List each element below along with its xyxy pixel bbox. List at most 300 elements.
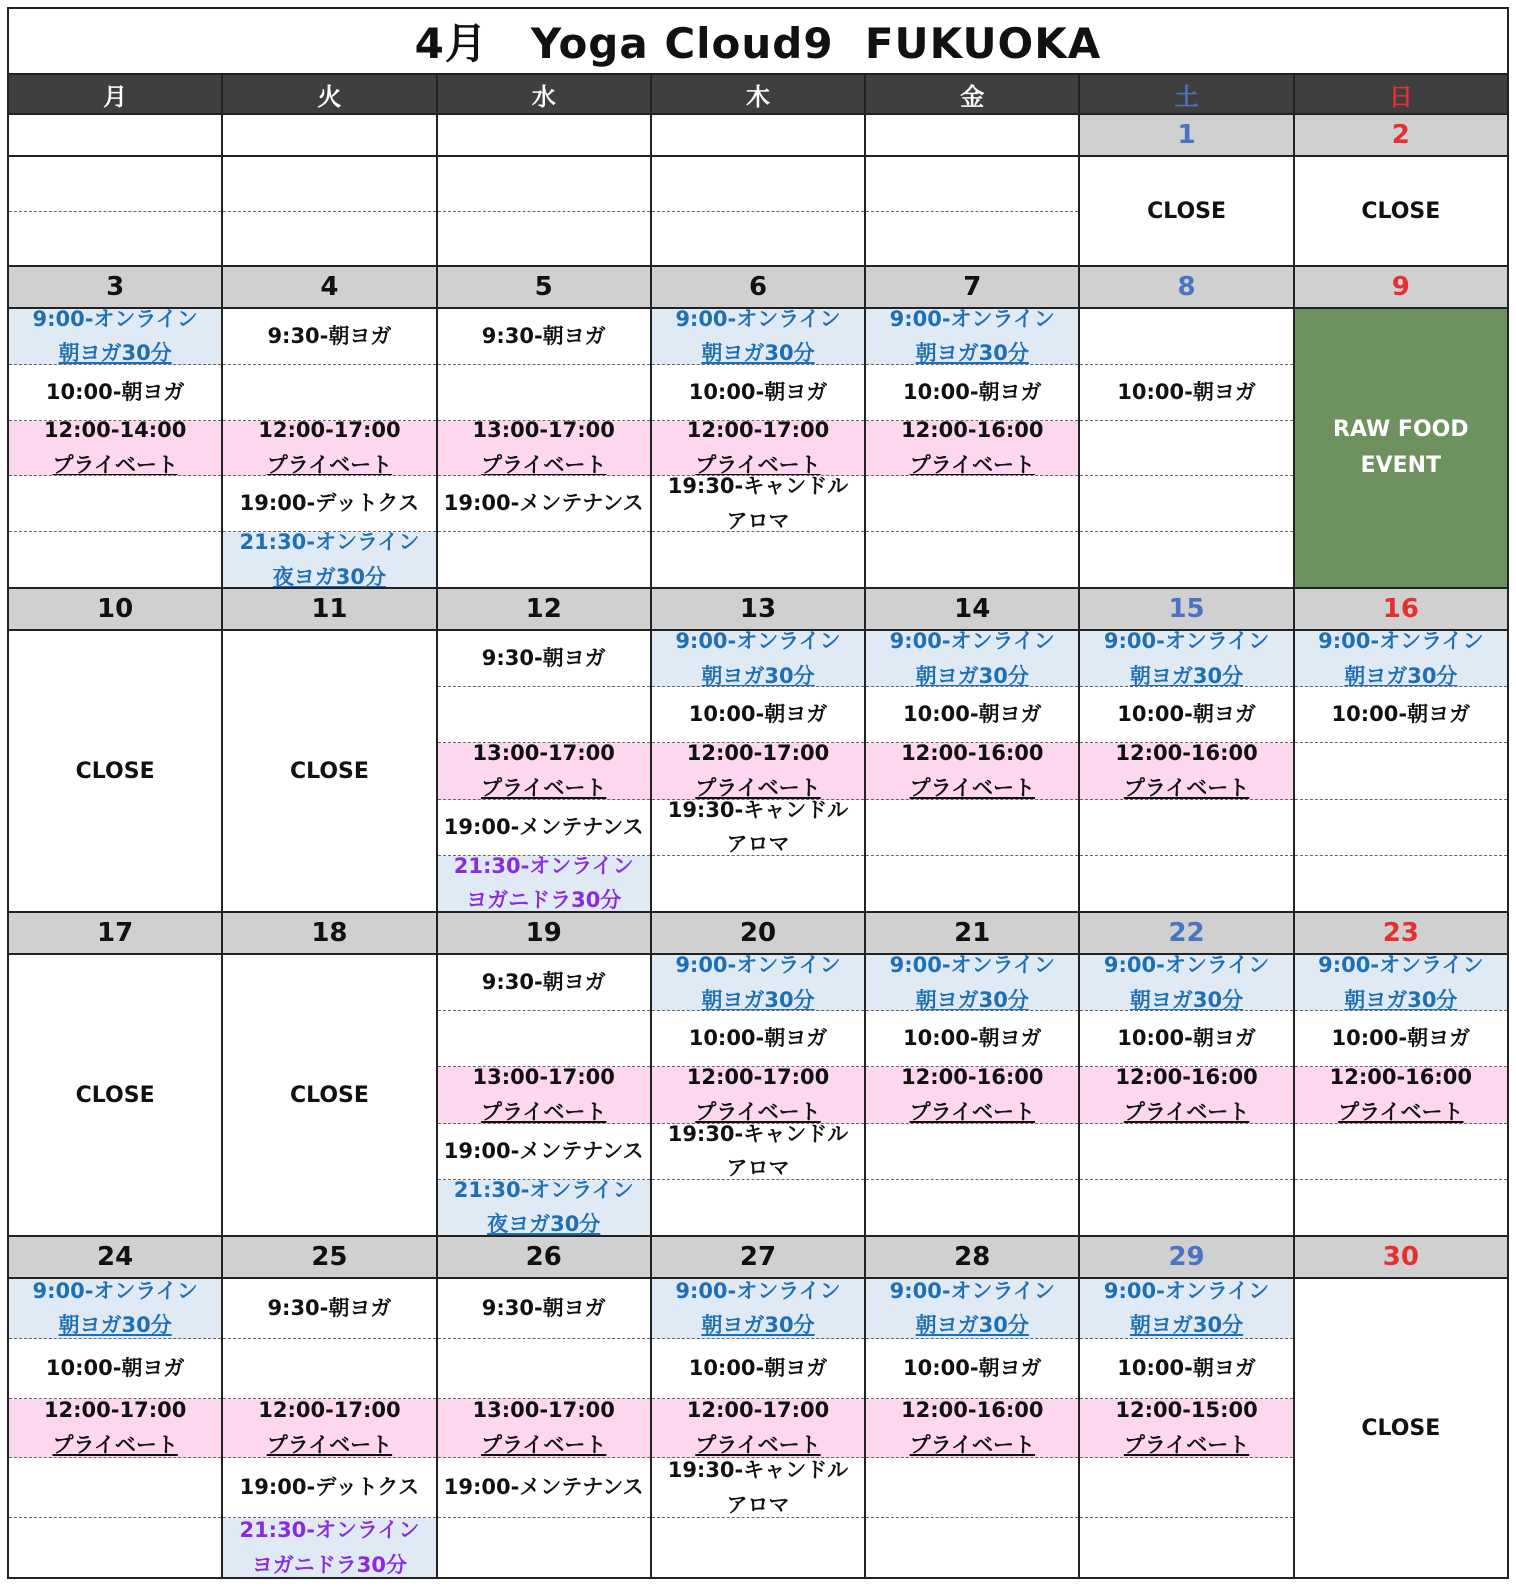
empty-slot [652, 1518, 864, 1577]
online-class-slot [652, 309, 864, 365]
class-time-label: 19:00-メンテナンス [443, 1475, 644, 1500]
class-time-label: 12:00-17:00 [686, 743, 830, 766]
weekday-header: 木 [652, 75, 866, 113]
class-slot [652, 476, 864, 532]
class-slot [9, 1339, 221, 1399]
class-time-label: 9:00-オンライン [675, 955, 841, 977]
day-schedule [866, 157, 1078, 265]
date-label [223, 115, 435, 157]
private-session-slot [652, 1067, 864, 1123]
empty-slot [866, 476, 1078, 532]
date-label: 28 [866, 1237, 1078, 1279]
online-class-slot [223, 532, 435, 587]
class-name-label: プライベート [695, 1100, 821, 1124]
class-slot [866, 1339, 1078, 1399]
week-row [9, 265, 1507, 587]
date-label [9, 115, 221, 157]
empty-slot [866, 1518, 1078, 1577]
date-label: 14 [866, 589, 1078, 631]
online-class-slot [438, 1180, 650, 1235]
weekday-header: 金 [866, 75, 1080, 113]
class-time-label: 10:00-朝ヨガ [45, 379, 185, 404]
class-time-label: 19:00-メンテナンス [443, 814, 644, 839]
class-slot [652, 800, 864, 856]
day-cell [1080, 267, 1294, 587]
class-name-label: アロマ [726, 1156, 790, 1180]
day-cell [223, 1237, 437, 1577]
date-label: 18 [223, 913, 435, 955]
empty-slot [1080, 1458, 1292, 1518]
class-slot [1080, 1339, 1292, 1399]
private-session-slot [1295, 1067, 1507, 1123]
day-cell [438, 913, 652, 1235]
class-name-label: プライベート [266, 453, 393, 477]
date-label [438, 115, 650, 157]
date-label: 25 [223, 1237, 435, 1279]
class-name-label: プライベート [909, 453, 1035, 477]
class-slot [223, 1279, 435, 1339]
date-label: 4 [223, 267, 435, 309]
private-session-slot [9, 1399, 221, 1459]
class-time-label: 12:00-16:00 [901, 1067, 1044, 1090]
class-slot [438, 955, 650, 1011]
page-title: 4月 Yoga Cloud9 FUKUOKA [9, 9, 1507, 75]
private-session-slot [866, 421, 1078, 477]
class-slot [438, 800, 650, 856]
empty-slot [652, 212, 864, 266]
day-schedule [1080, 1279, 1292, 1577]
empty-slot [1295, 800, 1507, 856]
day-schedule [1080, 157, 1292, 265]
class-name-label: プライベート [266, 1433, 393, 1457]
day-schedule [9, 955, 221, 1235]
class-time-label: 9:30-朝ヨガ [481, 970, 606, 995]
date-label: 12 [438, 589, 650, 631]
day-cell [9, 115, 223, 265]
class-name-label: プライベート [695, 776, 821, 800]
private-session-slot [866, 1067, 1078, 1123]
date-label: 30 [1295, 1237, 1507, 1279]
date-label: 3 [9, 267, 221, 309]
day-cell [1295, 913, 1507, 1235]
class-slot [438, 1458, 650, 1518]
empty-slot [652, 532, 864, 587]
day-cell [1295, 589, 1507, 911]
day-schedule [1295, 309, 1507, 587]
date-label: 26 [438, 1237, 650, 1279]
week-row [9, 1235, 1507, 1577]
class-name-label: 朝ヨガ30分 [1344, 663, 1458, 688]
day-schedule [1295, 955, 1507, 1235]
class-name-label: 朝ヨガ30分 [915, 663, 1029, 688]
closed-label: CLOSE [1295, 1279, 1507, 1577]
date-label: 27 [652, 1237, 864, 1279]
day-schedule [1080, 955, 1292, 1235]
day-schedule [223, 157, 435, 265]
class-time-label: 10:00-朝ヨガ [688, 702, 828, 727]
class-time-label: 12:00-17:00 [258, 420, 401, 443]
class-time-label: 13:00-17:00 [472, 1067, 615, 1090]
day-cell [438, 589, 652, 911]
class-time-label: 10:00-朝ヨガ [688, 1026, 828, 1051]
date-label: 2 [1295, 115, 1507, 157]
class-name-label: 朝ヨガ30分 [58, 341, 172, 365]
day-schedule [223, 955, 435, 1235]
empty-slot [1080, 856, 1292, 911]
class-time-label: 10:00-朝ヨガ [45, 1355, 185, 1380]
class-time-label: 10:00-朝ヨガ [902, 379, 1042, 404]
online-class-slot [1080, 631, 1292, 687]
class-name-label: プライベート [1123, 776, 1250, 800]
class-time-label: 10:00-朝ヨガ [902, 1026, 1042, 1051]
class-time-label: 19:30-キャンドル [667, 799, 849, 822]
class-name-label: アロマ [726, 832, 790, 856]
class-name-label: プライベート [481, 776, 607, 800]
class-time-label: 10:00-朝ヨガ [688, 379, 828, 404]
day-schedule [438, 1279, 650, 1577]
class-time-label: 9:00-オンライン [889, 631, 1055, 653]
class-time-label: 9:00-オンライン [675, 631, 841, 653]
day-schedule [9, 157, 221, 265]
empty-slot [866, 532, 1078, 587]
empty-slot [223, 1339, 435, 1399]
class-time-label: 9:30-朝ヨガ [267, 1296, 392, 1321]
private-session-slot [438, 1399, 650, 1459]
class-name-label: 夜ヨガ30分 [272, 564, 387, 587]
online-class-slot [652, 631, 864, 687]
empty-slot [866, 856, 1078, 911]
closed-label: CLOSE [1295, 157, 1507, 265]
closed-label: CLOSE [223, 955, 435, 1235]
class-time-label: 9:00-オンライン [889, 1279, 1055, 1303]
empty-slot [438, 687, 650, 743]
empty-slot [223, 157, 435, 212]
day-schedule [438, 309, 650, 587]
empty-slot [866, 212, 1078, 266]
class-time-label: 13:00-17:00 [472, 743, 615, 766]
weekday-header: 土 [1080, 75, 1294, 113]
class-time-label: 9:00-オンライン [32, 1279, 198, 1303]
class-name-label: 朝ヨガ30分 [915, 987, 1029, 1012]
class-slot [866, 1011, 1078, 1067]
online-class-slot [866, 955, 1078, 1011]
class-time-label: 12:00-17:00 [686, 1067, 830, 1090]
day-cell [223, 913, 437, 1235]
day-cell [223, 589, 437, 911]
private-session-slot [438, 1067, 650, 1123]
private-session-slot [1080, 743, 1292, 799]
class-name-label: プライベート [695, 1433, 821, 1457]
day-schedule [866, 1279, 1078, 1577]
day-cell [438, 1237, 652, 1577]
empty-slot [438, 532, 650, 587]
online-class-slot [866, 631, 1078, 687]
day-cell [1080, 589, 1294, 911]
class-name-label: プライベート [52, 453, 178, 477]
class-name-label: アロマ [726, 1492, 790, 1517]
empty-slot [866, 1458, 1078, 1518]
empty-slot [866, 157, 1078, 212]
day-schedule [866, 309, 1078, 587]
online-class-slot [438, 856, 650, 911]
online-class-slot [652, 955, 864, 1011]
private-session-slot [866, 1399, 1078, 1459]
class-time-label: 9:00-オンライン [32, 309, 198, 331]
week-row [9, 587, 1507, 911]
class-time-label: 12:00-17:00 [686, 420, 830, 443]
day-cell [652, 115, 866, 265]
empty-slot [1080, 800, 1292, 856]
day-schedule [1080, 309, 1292, 587]
class-name-label: 朝ヨガ30分 [1129, 1313, 1244, 1338]
online-class-slot [1295, 955, 1507, 1011]
class-slot [652, 687, 864, 743]
class-slot [1295, 1011, 1507, 1067]
class-time-label: 9:00-オンライン [675, 309, 841, 331]
empty-slot [652, 1180, 864, 1235]
private-session-slot [866, 743, 1078, 799]
day-cell [866, 589, 1080, 911]
class-slot [438, 309, 650, 365]
class-time-label: 19:30-キャンドル [667, 1123, 849, 1146]
online-class-slot [652, 1279, 864, 1339]
class-time-label: 12:00-17:00 [686, 1398, 830, 1423]
empty-slot [9, 157, 221, 212]
empty-slot [1295, 1124, 1507, 1180]
date-label: 23 [1295, 913, 1507, 955]
empty-slot [652, 856, 864, 911]
class-time-label: 19:00-メンテナンス [443, 491, 644, 516]
class-time-label: 12:00-16:00 [1115, 1067, 1258, 1090]
class-name-label: 朝ヨガ30分 [701, 1313, 815, 1338]
day-cell [1295, 267, 1507, 587]
class-slot [652, 1011, 864, 1067]
private-session-slot [438, 743, 650, 799]
class-time-label: 19:00-デットクス [239, 491, 420, 516]
closed-label: CLOSE [9, 631, 221, 911]
online-class-slot [1080, 955, 1292, 1011]
empty-slot [223, 365, 435, 421]
private-session-slot [652, 743, 864, 799]
day-cell [1080, 115, 1294, 265]
private-session-slot [652, 421, 864, 477]
online-class-slot [1080, 1279, 1292, 1339]
empty-slot [1080, 532, 1292, 587]
day-schedule [1295, 631, 1507, 911]
class-name-label: ヨガニドラ30分 [466, 888, 622, 912]
empty-slot [866, 1124, 1078, 1180]
event-block [1295, 309, 1507, 587]
day-cell [866, 913, 1080, 1235]
class-name-label: プライベート [909, 1433, 1035, 1457]
date-label: 24 [9, 1237, 221, 1279]
class-time-label: 19:30-キャンドル [667, 476, 849, 499]
day-cell [652, 589, 866, 911]
class-slot [652, 1458, 864, 1518]
date-label: 8 [1080, 267, 1292, 309]
empty-slot [1080, 1180, 1292, 1235]
class-time-label: 9:00-オンライン [889, 955, 1055, 977]
empty-slot [1295, 1180, 1507, 1235]
day-cell [438, 115, 652, 265]
day-schedule [9, 309, 221, 587]
class-name-label: プライベート [695, 453, 821, 477]
day-schedule [652, 955, 864, 1235]
day-cell [866, 267, 1080, 587]
empty-slot [1080, 1124, 1292, 1180]
date-label: 17 [9, 913, 221, 955]
closed-label: CLOSE [1080, 157, 1292, 265]
empty-slot [1080, 476, 1292, 532]
class-time-label: 9:30-朝ヨガ [481, 324, 606, 349]
class-name-label: 朝ヨガ30分 [1129, 987, 1244, 1012]
class-time-label: 9:00-オンライン [1103, 1279, 1270, 1303]
private-session-slot [1080, 1399, 1292, 1459]
day-schedule [438, 157, 650, 265]
class-time-label: 10:00-朝ヨガ [902, 1355, 1042, 1380]
weekday-header-row [9, 75, 1507, 113]
class-slot [1080, 1011, 1292, 1067]
week-row [9, 911, 1507, 1235]
class-time-label: 21:30-オンライン [453, 855, 634, 878]
event-label: EVENT [1360, 453, 1442, 478]
day-schedule [652, 309, 864, 587]
class-time-label: 13:00-17:00 [472, 1398, 615, 1423]
day-cell [9, 913, 223, 1235]
day-cell [438, 267, 652, 587]
day-cell [652, 267, 866, 587]
class-slot [652, 1339, 864, 1399]
empty-slot [9, 1458, 221, 1518]
class-time-label: 9:30-朝ヨガ [481, 1296, 606, 1321]
class-slot [866, 687, 1078, 743]
class-name-label: プライベート [52, 1433, 178, 1457]
private-session-slot [1080, 1067, 1292, 1123]
date-label: 16 [1295, 589, 1507, 631]
class-name-label: プライベート [909, 776, 1035, 800]
empty-slot [652, 157, 864, 212]
class-name-label: ヨガニドラ30分 [251, 1552, 408, 1577]
empty-slot [438, 1339, 650, 1399]
day-cell [9, 1237, 223, 1577]
class-time-label: 12:00-17:00 [258, 1398, 401, 1423]
closed-label: CLOSE [223, 631, 435, 911]
day-cell [223, 267, 437, 587]
class-time-label: 12:00-15:00 [1115, 1398, 1258, 1423]
date-label: 19 [438, 913, 650, 955]
class-name-label: プライベート [1123, 1100, 1250, 1124]
date-label: 5 [438, 267, 650, 309]
day-cell [9, 267, 223, 587]
date-label: 29 [1080, 1237, 1292, 1279]
day-cell [652, 1237, 866, 1577]
class-time-label: 10:00-朝ヨガ [1117, 1355, 1256, 1380]
class-time-label: 19:30-キャンドル [667, 1458, 849, 1483]
class-name-label: アロマ [726, 508, 790, 533]
day-cell [652, 913, 866, 1235]
class-time-label: 10:00-朝ヨガ [902, 702, 1042, 727]
calendar-frame [7, 7, 1509, 1579]
class-time-label: 21:30-オンライン [453, 1179, 634, 1202]
online-class-slot [9, 309, 221, 365]
class-time-label: 12:00-17:00 [43, 1398, 187, 1423]
empty-slot [9, 476, 221, 532]
day-schedule [652, 1279, 864, 1577]
class-time-label: 9:30-朝ヨガ [481, 646, 606, 671]
class-time-label: 12:00-16:00 [901, 420, 1044, 443]
class-time-label: 12:00-16:00 [1115, 743, 1258, 766]
class-time-label: 13:00-17:00 [472, 420, 615, 443]
class-time-label: 21:30-オンライン [239, 532, 420, 554]
class-time-label: 9:00-オンライン [1318, 955, 1484, 977]
closed-label: CLOSE [9, 955, 221, 1235]
class-name-label: プライベート [481, 453, 607, 477]
class-slot [1080, 687, 1292, 743]
empty-slot [9, 1518, 221, 1577]
empty-slot [866, 800, 1078, 856]
day-schedule [223, 309, 435, 587]
empty-slot [438, 212, 650, 266]
class-name-label: プライベート [909, 1100, 1035, 1124]
date-label: 21 [866, 913, 1078, 955]
day-schedule [652, 157, 864, 265]
class-name-label: 朝ヨガ30分 [1129, 663, 1244, 688]
date-label: 11 [223, 589, 435, 631]
empty-slot [438, 157, 650, 212]
date-label [866, 115, 1078, 157]
date-label: 9 [1295, 267, 1507, 309]
date-label [652, 115, 864, 157]
weekday-header: 日 [1388, 82, 1413, 111]
online-class-slot [223, 1518, 435, 1577]
day-cell [866, 115, 1080, 265]
class-slot [438, 476, 650, 532]
day-schedule [438, 955, 650, 1235]
class-slot [438, 1124, 650, 1180]
class-slot [223, 476, 435, 532]
class-time-label: 10:00-朝ヨガ [1331, 1026, 1471, 1051]
class-name-label: 朝ヨガ30分 [915, 341, 1029, 365]
class-slot [438, 1279, 650, 1339]
day-schedule [223, 631, 435, 911]
weekday-header: 水 [438, 75, 652, 113]
date-label: 1 [1080, 115, 1292, 157]
date-label: 6 [652, 267, 864, 309]
week-row [9, 113, 1507, 265]
private-session-slot [9, 421, 221, 477]
day-cell [1080, 1237, 1294, 1577]
weekday-header: 火 [223, 75, 437, 113]
class-time-label: 19:00-デットクス [239, 1475, 420, 1500]
day-schedule [223, 1279, 435, 1577]
private-session-slot [652, 1399, 864, 1459]
class-time-label: 10:00-朝ヨガ [1117, 702, 1256, 727]
empty-slot [1295, 856, 1507, 911]
private-session-slot [223, 1399, 435, 1459]
class-name-label: 朝ヨガ30分 [701, 341, 815, 365]
empty-slot [9, 532, 221, 587]
date-label: 10 [9, 589, 221, 631]
private-session-slot [223, 421, 435, 477]
day-schedule [866, 631, 1078, 911]
online-class-slot [866, 1279, 1078, 1339]
class-time-label: 19:00-メンテナンス [443, 1138, 644, 1163]
class-name-label: 朝ヨガ30分 [58, 1313, 172, 1338]
empty-slot [438, 1518, 650, 1577]
class-time-label: 9:30-朝ヨガ [267, 324, 392, 349]
day-cell [1080, 913, 1294, 1235]
class-name-label: 朝ヨガ30分 [1344, 987, 1458, 1012]
